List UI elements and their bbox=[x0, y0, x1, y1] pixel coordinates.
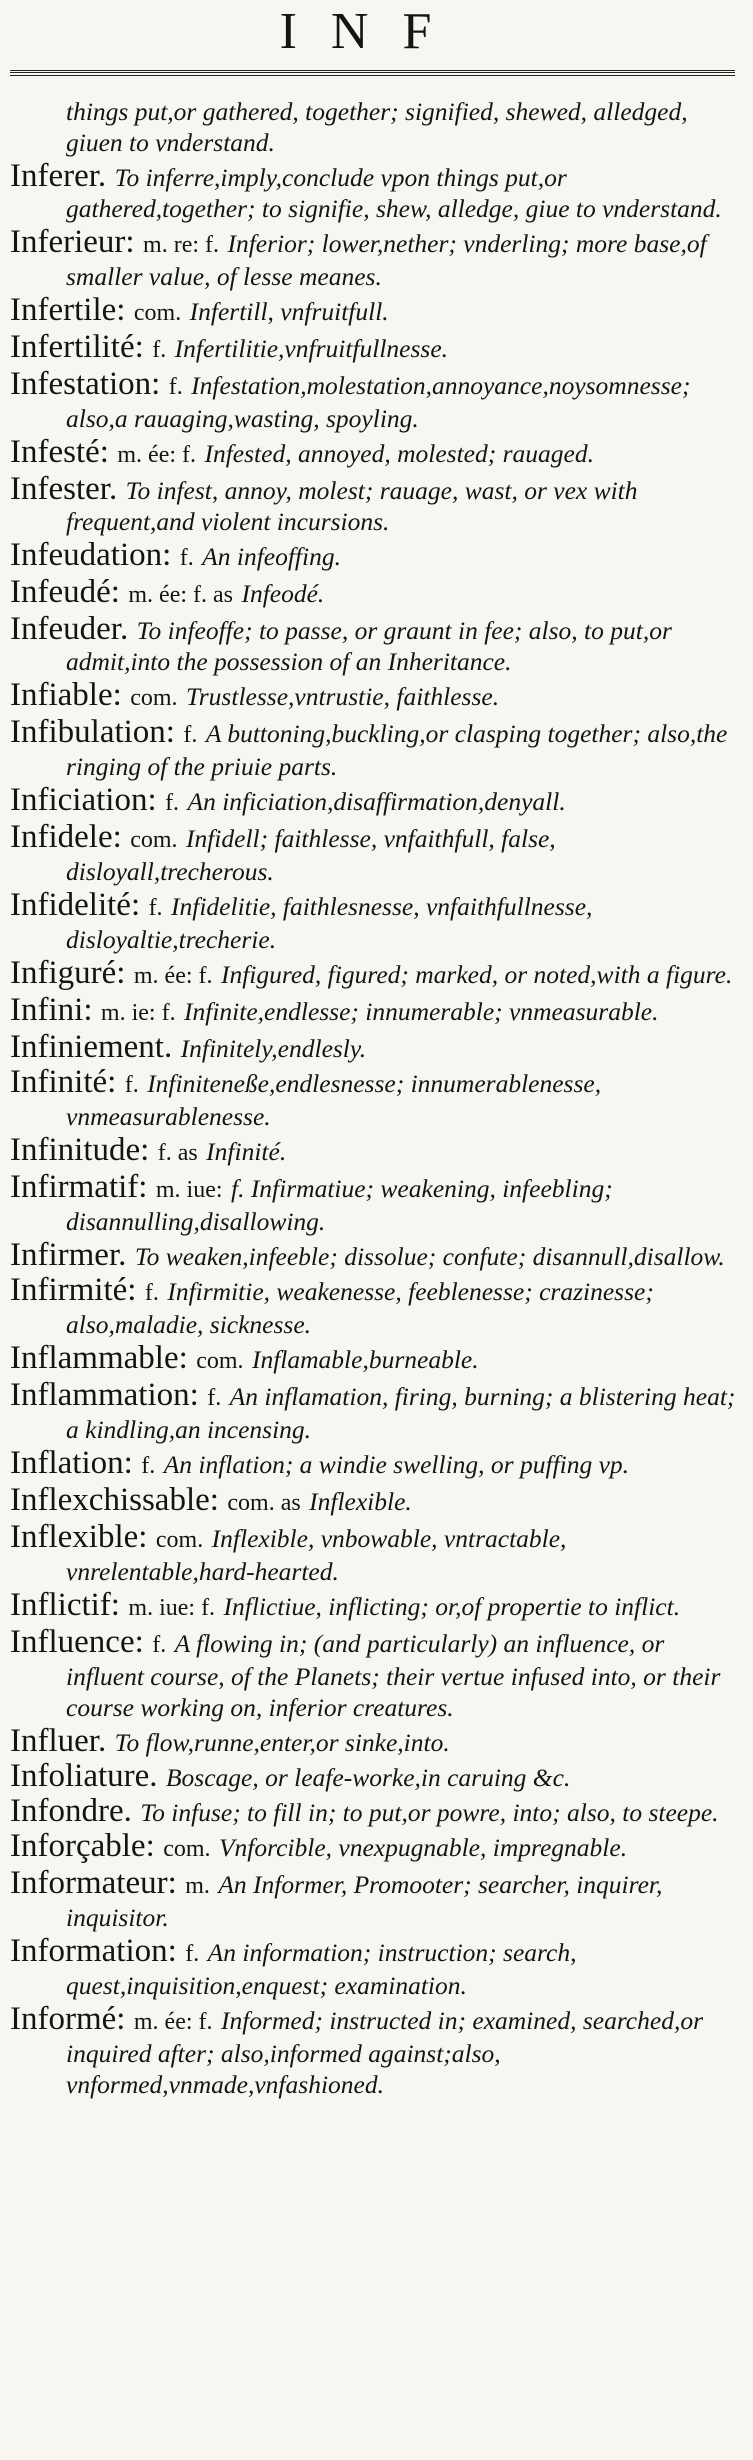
entry-headword: Informé: bbox=[10, 2001, 126, 2037]
entry-headword: Infirmatif: bbox=[10, 1169, 148, 1205]
entry-definition: Informed; instructed in; examined, searched,or inquired after; also,informed against;also, vnformed,vnmade,vnfashioned. bbox=[66, 2006, 703, 2099]
dictionary-entry bbox=[10, 1933, 741, 2001]
entry-grammar: f. bbox=[144, 1280, 159, 1306]
dictionary-entry bbox=[10, 1865, 741, 1933]
dictionary-entry bbox=[10, 714, 741, 782]
entry-grammar: m. re: f. bbox=[143, 232, 220, 258]
entry-grammar: f. bbox=[185, 1941, 200, 1967]
entry-headword: Infertilité: bbox=[10, 329, 144, 365]
entry-grammar: com. bbox=[133, 300, 182, 326]
entry-definition: Infidell; faithlesse, vnfaithfull, false, disloyall,trecherous. bbox=[66, 824, 556, 886]
entry-grammar: f. bbox=[124, 1072, 139, 1098]
entry-definition: Infigured, figured; marked, or noted,with a figure. bbox=[220, 960, 733, 989]
entry-headword: Inflictif: bbox=[10, 1587, 120, 1623]
dictionary-entry bbox=[10, 292, 741, 329]
dictionary-entry bbox=[10, 537, 741, 574]
dictionary-entry bbox=[10, 1132, 741, 1169]
entry-definition: An inflation; a windie swelling, or puffing vp. bbox=[163, 1450, 630, 1479]
entry-headword: Infibulation: bbox=[10, 714, 175, 750]
entry-headword: Inferieur: bbox=[10, 224, 135, 260]
entry-definition: An Informer, Promooter; searcher, inquirer, inquisitor. bbox=[66, 1870, 663, 1932]
entry-headword: Infiniement. bbox=[10, 1029, 173, 1065]
dictionary-entry bbox=[10, 1237, 741, 1273]
entry-definition: Infinite,endlesse; innumerable; vnmeasurable. bbox=[184, 997, 659, 1026]
entry-definition: Infertilitie,vnfruitfullnesse. bbox=[174, 334, 449, 363]
entry-headword: Inflation: bbox=[10, 1445, 133, 1481]
entry-definition: To infest, annoy, molest; rauage, wast, or vex with frequent,and violent incursions. bbox=[66, 476, 638, 536]
entry-grammar: com. bbox=[130, 685, 178, 711]
entry-grammar: com. bbox=[155, 1527, 204, 1553]
entry-headword: Infidele: bbox=[10, 819, 122, 855]
entry-headword: Infeudation: bbox=[10, 537, 172, 573]
entry-definition: Inflamable,burneable. bbox=[251, 1345, 479, 1374]
entry-grammar: m. ée: f. bbox=[117, 442, 197, 468]
entry-headword: Infertile: bbox=[10, 292, 126, 328]
dictionary-entry bbox=[10, 329, 741, 366]
entry-headword: Inferer. bbox=[10, 158, 107, 194]
entry-headword: Inforçable: bbox=[10, 1828, 155, 1864]
dictionary-entry bbox=[10, 1758, 741, 1794]
entry-headword: Inflexible: bbox=[10, 1519, 148, 1555]
entry-headword: Infoliature. bbox=[10, 1758, 158, 1794]
entry-definition: f. Infirmatiue; weakening, infeebling; disannulling,disallowing. bbox=[66, 1174, 613, 1236]
entry-headword: Inflammable: bbox=[10, 1340, 188, 1376]
entry-definition: things put,or gathered, together; signified, shewed, alledged, giuen to vnderstand. bbox=[66, 97, 688, 157]
entry-definition: Infinitely,endlesly. bbox=[180, 1034, 367, 1063]
entry-definition: A buttoning,buckling,or clasping together; also,the ringing of the priuie parts. bbox=[66, 719, 728, 781]
entry-headword: Infondre. bbox=[10, 1793, 132, 1829]
entry-headword: Infini: bbox=[10, 992, 93, 1028]
entry-definition: Boscage, or leafe-worke,in caruing &c. bbox=[165, 1763, 571, 1792]
page-header: INF bbox=[279, 3, 466, 60]
entry-definition: Inferior; lower,nether; vnderling; more base,of smaller value, of lesse meanes. bbox=[66, 229, 707, 291]
dictionary-entry bbox=[10, 1340, 741, 1377]
entry-grammar: f. bbox=[165, 790, 180, 816]
entry-definition: To inferre,imply,conclude vpon things put,or gathered,together; to signifie, shew, alledge, giue to vnderstand. bbox=[66, 163, 722, 223]
entry-definition: Infertill, vnfruitfull. bbox=[189, 297, 389, 326]
entry-headword: Inficiation: bbox=[10, 782, 157, 818]
dictionary-entry bbox=[10, 955, 741, 992]
entry-definition: To infuse; to fill in; to put,or powre, into; also, to steepe. bbox=[140, 1798, 719, 1827]
dictionary-entry bbox=[10, 2001, 741, 2100]
entry-grammar: f. bbox=[168, 374, 183, 400]
entry-grammar: m. ée: f. as bbox=[128, 582, 234, 608]
entry-grammar: com. as bbox=[227, 1490, 301, 1516]
entry-grammar: com. bbox=[130, 827, 178, 853]
entry-grammar: m. ie: f. bbox=[100, 1000, 176, 1026]
entry-headword: Influence: bbox=[10, 1624, 144, 1660]
dictionary-entry bbox=[10, 1723, 741, 1759]
entry-definition: Inflexible, vnbowable, vntractable, vnrelentable,hard-hearted. bbox=[66, 1524, 567, 1586]
entry-grammar: m. iue: f. bbox=[128, 1595, 216, 1621]
entry-definition: Infirmitie, weakenesse, feeblenesse; crazinesse; also,maladie, sicknesse. bbox=[66, 1277, 654, 1339]
entry-definition: Infidelitie, faithlesnesse, vnfaithfullnesse, disloyaltie,trecherie. bbox=[66, 892, 593, 954]
entry-headword: Infester. bbox=[10, 471, 118, 507]
entry-grammar: com. bbox=[196, 1348, 244, 1374]
dictionary-entry bbox=[10, 471, 741, 537]
entry-headword: Informateur: bbox=[10, 1865, 177, 1901]
dictionary-entry bbox=[10, 158, 741, 224]
entry-headword: Infirmer. bbox=[10, 1237, 127, 1273]
entry-headword: Infiable: bbox=[10, 677, 122, 713]
entry-definition: Infeodé. bbox=[241, 579, 325, 608]
entry-grammar: m. bbox=[185, 1873, 210, 1899]
entry-definition: A flowing in; (and particularly) an influence, or influent course, of the Planets; their vertue infused into, or their course working on, inferior creatures. bbox=[66, 1629, 721, 1722]
entry-definition: To infeoffe; to passe, or graunt in fee; also, to put,or admit,into the possession of an Inheritance. bbox=[66, 616, 672, 676]
entry-definition: An infeoffing. bbox=[202, 542, 341, 571]
entry-headword: Inflexchissable: bbox=[10, 1482, 219, 1518]
dictionary-entry bbox=[10, 1064, 741, 1132]
entry-headword: Infirmité: bbox=[10, 1272, 137, 1308]
entry-grammar: f. as bbox=[157, 1140, 198, 1166]
entry-definition: To flow,runne,enter,or sinke,into. bbox=[114, 1728, 450, 1757]
entry-headword: Inflammation: bbox=[10, 1377, 199, 1413]
dictionary-entry bbox=[10, 1482, 741, 1519]
dictionary-entry bbox=[10, 1029, 741, 1065]
entry-grammar: f. bbox=[207, 1385, 222, 1411]
entry-grammar: m. iue: bbox=[155, 1177, 223, 1203]
entry-grammar: f. bbox=[141, 1453, 156, 1479]
entry-headword: Influer. bbox=[10, 1723, 107, 1759]
header-rule bbox=[10, 70, 735, 76]
entry-definition: An inficiation,disaffirmation,denyall. bbox=[187, 787, 566, 816]
entry-grammar: f. bbox=[148, 895, 163, 921]
dictionary-entry bbox=[10, 1624, 741, 1723]
entry-headword: Infestation: bbox=[10, 366, 161, 402]
entry-grammar: f. bbox=[152, 337, 167, 363]
dictionary-entry bbox=[10, 1169, 741, 1237]
entry-headword: Information: bbox=[10, 1933, 177, 1969]
entry-definition: Inflexible. bbox=[309, 1487, 412, 1516]
dictionary-entry bbox=[10, 819, 741, 887]
entry-headword: Infeuder. bbox=[10, 611, 129, 647]
dictionary-entry bbox=[10, 366, 741, 434]
entry-definition: Vnforcible, vnexpugnable, impregnable. bbox=[218, 1833, 628, 1862]
entry-grammar: com. bbox=[163, 1836, 211, 1862]
dictionary-entry bbox=[10, 782, 741, 819]
entry-headword: Infinité: bbox=[10, 1064, 117, 1100]
dictionary-entry bbox=[10, 1272, 741, 1340]
entry-headword: Infinitude: bbox=[10, 1132, 150, 1168]
entry-grammar: m. ée: f. bbox=[133, 2009, 213, 2035]
dictionary-entry bbox=[10, 1828, 741, 1865]
dictionary-entry bbox=[10, 677, 741, 714]
entry-definition: Infestation,molestation,annoyance,noysomnesse; also,a rauaging,wasting, spoyling. bbox=[66, 371, 691, 433]
dictionary-entry bbox=[10, 1519, 741, 1587]
entry-grammar: m. ée: f. bbox=[133, 963, 213, 989]
entry-definition: To weaken,infeeble; dissolue; confute; disannull,disallow. bbox=[134, 1242, 725, 1271]
dictionary-entry bbox=[10, 574, 741, 611]
dictionary-entry bbox=[10, 611, 741, 677]
entry-definition: Infested, annoyed, molested; rauaged. bbox=[204, 439, 594, 468]
entry-definition: An information; instruction; search, quest,inquisition,enquest; examination. bbox=[66, 1938, 577, 2000]
entry-list bbox=[10, 96, 741, 2103]
entry-definition: Infiniteneße,endlesnesse; innumerablenesse, vnmeasurablenesse. bbox=[66, 1069, 602, 1131]
entry-definition: Trustlesse,vntrustie, faithlesse. bbox=[185, 682, 500, 711]
entry-grammar: f. bbox=[179, 545, 194, 571]
entry-definition: Inflictiue, inflicting; or,of propertie to inflict. bbox=[223, 1592, 681, 1621]
dictionary-entry bbox=[10, 992, 741, 1029]
dictionary-entry bbox=[10, 1377, 741, 1445]
dictionary-entry bbox=[10, 1793, 741, 1829]
entry-definition: Infinité. bbox=[206, 1137, 287, 1166]
entry-definition: An inflamation, firing, burning; a blistering heat; a kindling,an incensing. bbox=[66, 1382, 736, 1444]
dictionary-entry bbox=[10, 96, 741, 158]
entry-grammar: f. bbox=[183, 722, 198, 748]
dictionary-entry bbox=[10, 1445, 741, 1482]
entry-grammar: f. bbox=[152, 1632, 167, 1658]
dictionary-entry bbox=[10, 224, 741, 292]
entry-headword: Infeudé: bbox=[10, 574, 120, 610]
dictionary-entry bbox=[10, 887, 741, 955]
dictionary-entry bbox=[10, 1587, 741, 1624]
entry-headword: Infiguré: bbox=[10, 955, 126, 991]
entry-headword: Infidelité: bbox=[10, 887, 141, 923]
entry-headword: Infesté: bbox=[10, 434, 109, 470]
dictionary-entry bbox=[10, 434, 741, 471]
